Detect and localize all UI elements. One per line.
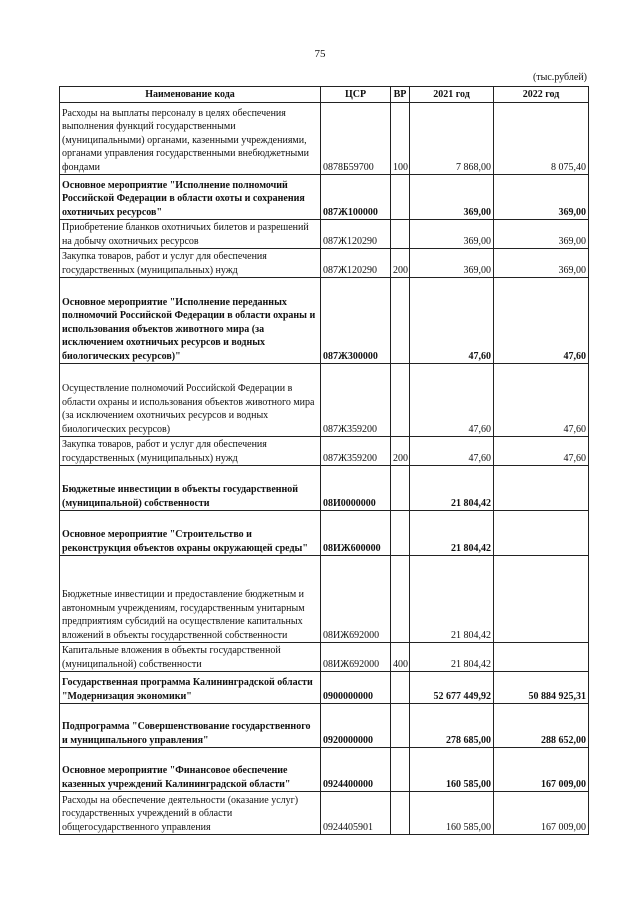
row-vr: 200 (391, 437, 410, 466)
row-vr (391, 672, 410, 704)
row-2021: 52 677 449,92 (410, 672, 494, 704)
row-name: Государственная программа Калининградской области "Модернизация экономики" (60, 672, 321, 704)
row-csr: 0924400000 (321, 748, 391, 792)
row-2022: 167 009,00 (494, 748, 589, 792)
row-csr: 0900000000 (321, 672, 391, 704)
table-row (60, 704, 589, 748)
row-name: Расходы на обеспечение деятельности (оказание услуг) государственных учреждений в области общегосударственного управления (60, 792, 321, 835)
row-vr (391, 792, 410, 835)
row-2022: 369,00 (494, 175, 589, 220)
header-2022: 2022 год (494, 87, 589, 103)
row-csr: 08И0000000 (321, 466, 391, 511)
row-2021: 47,60 (410, 364, 494, 437)
row-csr: 0920000000 (321, 704, 391, 748)
table-row (60, 220, 589, 249)
row-2022 (494, 556, 589, 643)
table-header-row (60, 87, 589, 103)
row-csr: 08ИЖ600000 (321, 511, 391, 556)
table-row (60, 672, 589, 704)
table-row (60, 278, 589, 364)
table-row (60, 103, 589, 175)
table-row (60, 792, 589, 835)
row-csr: 08ИЖ692000 (321, 556, 391, 643)
row-2022 (494, 511, 589, 556)
row-2022 (494, 466, 589, 511)
header-name: Наименование кода (60, 87, 321, 103)
row-name: Капитальные вложения в объекты государственной (муниципальной) собственности (60, 643, 321, 672)
table-row (60, 643, 589, 672)
row-vr (391, 175, 410, 220)
row-csr: 087Ж120290 (321, 249, 391, 278)
row-name: Подпрограмма "Совершенствование государственного и муниципального управления" (60, 704, 321, 748)
row-2021: 7 868,00 (410, 103, 494, 175)
row-2021: 47,60 (410, 278, 494, 364)
row-csr: 087Ж120290 (321, 220, 391, 249)
row-name: Бюджетные инвестиции и предоставление бюджетным и автономным учреждениям, государственным унитарным предприятиям субсидий на осуществление капитальных вложений в объекты государственной собственности (60, 556, 321, 643)
row-2021: 278 685,00 (410, 704, 494, 748)
header-2021: 2021 год (410, 87, 494, 103)
table-row (60, 748, 589, 792)
row-2022: 369,00 (494, 220, 589, 249)
row-name: Основное мероприятие "Строительство и реконструкция объектов охраны окружающей среды" (60, 511, 321, 556)
row-2022: 288 652,00 (494, 704, 589, 748)
row-2022: 50 884 925,31 (494, 672, 589, 704)
row-name: Приобретение бланков охотничьих билетов и разрешений на добычу охотничьих ресурсов (60, 220, 321, 249)
row-2021: 21 804,42 (410, 466, 494, 511)
row-name: Основное мероприятие "Финансовое обеспечение казенных учреждений Калининградской области" (60, 748, 321, 792)
row-2021: 160 585,00 (410, 748, 494, 792)
page-number: 75 (314, 48, 326, 60)
table-row (60, 511, 589, 556)
row-2021: 369,00 (410, 175, 494, 220)
row-name: Основное мероприятие "Исполнение полномочий Российской Федерации в области охоты и сохранения охотничьих ресурсов" (60, 175, 321, 220)
budget-table (59, 86, 589, 835)
row-2022 (494, 643, 589, 672)
row-name: Основное мероприятие "Исполнение переданных полномочий Российской Федерации в области охраны и использования объектов животного мира (за исключением охотничьих ресурсов и водных биологических ресурсов)" (60, 278, 321, 364)
row-vr (391, 511, 410, 556)
row-name: Осуществление полномочий Российской Федерации в области охраны и использования объектов животного мира (за исключением охотничьих ресурсов и водных биологических ресурсов) (60, 364, 321, 437)
table-row (60, 175, 589, 220)
row-2021: 21 804,42 (410, 556, 494, 643)
row-vr (391, 278, 410, 364)
row-csr: 087Ж359200 (321, 437, 391, 466)
row-2021: 21 804,42 (410, 643, 494, 672)
table-row (60, 437, 589, 466)
row-csr: 0878Б59700 (321, 103, 391, 175)
row-name: Бюджетные инвестиции в объекты государственной (муниципальной) собственности (60, 466, 321, 511)
row-vr: 200 (391, 249, 410, 278)
row-2022: 167 009,00 (494, 792, 589, 835)
row-vr (391, 556, 410, 643)
header-vr: ВР (391, 87, 410, 103)
row-2021: 369,00 (410, 249, 494, 278)
row-2021: 47,60 (410, 437, 494, 466)
row-vr (391, 466, 410, 511)
table-row (60, 556, 589, 643)
row-2021: 160 585,00 (410, 792, 494, 835)
row-vr (391, 364, 410, 437)
row-vr: 400 (391, 643, 410, 672)
row-csr: 087Ж359200 (321, 364, 391, 437)
row-2022: 8 075,40 (494, 103, 589, 175)
table-row (60, 249, 589, 278)
row-name: Расходы на выплаты персоналу в целях обеспечения выполнения функций государственными (муниципальными) органами, казенными учреждениями, органами управления государственными внебюджетными фондами (60, 103, 321, 175)
row-2022: 47,60 (494, 364, 589, 437)
row-2022: 47,60 (494, 437, 589, 466)
units-label: (тыс.рублей) (532, 72, 587, 83)
row-name: Закупка товаров, работ и услуг для обеспечения государственных (муниципальных) нужд (60, 249, 321, 278)
row-vr: 100 (391, 103, 410, 175)
table-row (60, 364, 589, 437)
row-csr: 0924405901 (321, 792, 391, 835)
row-vr (391, 704, 410, 748)
header-csr: ЦСР (321, 87, 391, 103)
table-row (60, 466, 589, 511)
row-2021: 369,00 (410, 220, 494, 249)
row-vr (391, 220, 410, 249)
row-csr: 087Ж300000 (321, 278, 391, 364)
row-name: Закупка товаров, работ и услуг для обеспечения государственных (муниципальных) нужд (60, 437, 321, 466)
row-csr: 08ИЖ692000 (321, 643, 391, 672)
row-2022: 47,60 (494, 278, 589, 364)
table-body (60, 103, 589, 835)
row-2021: 21 804,42 (410, 511, 494, 556)
row-vr (391, 748, 410, 792)
row-csr: 087Ж100000 (321, 175, 391, 220)
row-2022: 369,00 (494, 249, 589, 278)
